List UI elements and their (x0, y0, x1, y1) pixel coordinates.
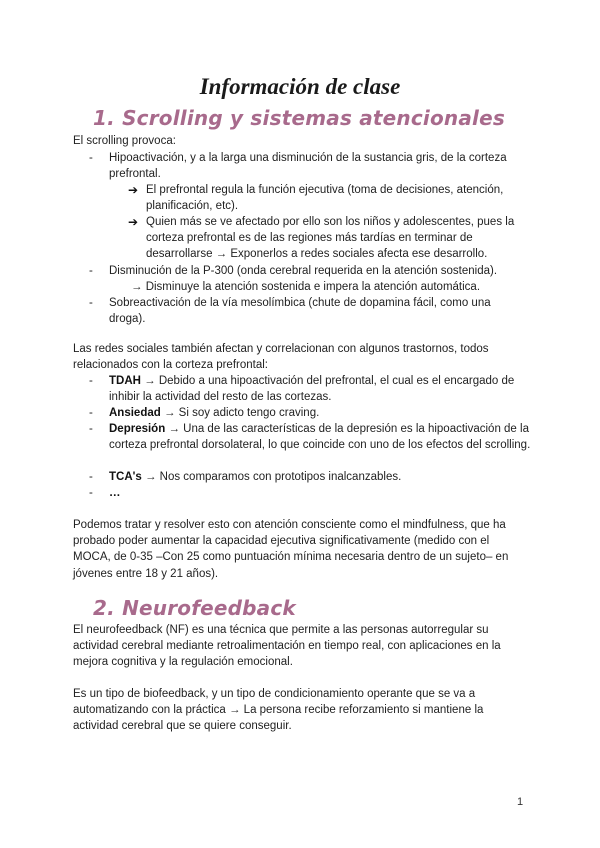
disorder-tdah: TDAH → Debido a una hipoactivación del prefrontal, el cual es el encargado de inhibir la actividad del resto de las cortezas. (109, 375, 515, 404)
paragraph-biofeedback: Es un tipo de biofeedback, y un tipo de condicionamiento operante que se va a automatizando con la práctica → La persona recibe reforzamiento si mantiene la actividad cerebral que se quiere conseguir. (73, 688, 484, 733)
arrow-bullet-icon: ➔ (128, 183, 139, 197)
arrow-bullet-icon: ➔ (128, 215, 139, 229)
disorder-depresion: Depresión → Una de las características de la depresión es la hipoactivación de la corteza prefrontal dorsolateral, lo que coincide con uno de los efectos del scrolling. (109, 423, 531, 452)
section-heading-scrolling: 1. Scrolling y sistemas atencionales (93, 106, 505, 130)
disorder-tca: TCA's → Nos comparamos con prototipos inalcanzables. (109, 471, 402, 483)
paragraph-mindfulness: Podemos tratar y resolver esto con atención consciente como el mindfulness, que ha probado poder aumentar la capacidad ejecutiva significativamente (medido con el MOCA, de 0-35 –Con 25 como puntuación mínima necesaria dentro de un sujeto– en jóvenes entre 18 y 21 años). (73, 519, 509, 580)
dash-bullet: - (89, 265, 93, 277)
bullet-p300: Disminución de la P-300 (onda cerebral requerida en la atención sostenida). (109, 265, 498, 277)
intro-text: El scrolling provoca: (73, 135, 176, 147)
disorder-ellipsis: … (109, 487, 121, 499)
sub-line-attention: → Disminuye la atención sostenida e impera la atención automática. (131, 281, 481, 293)
paragraph-neurofeedback-def: El neurofeedback (NF) es una técnica que permite a las personas autorregular su actividad cerebral mediante retroalimentación en tiempo real, con aplicaciones en la mejora cognitiva y la regulación emocional. (73, 624, 501, 669)
paragraph-disorders: Las redes sociales también afectan y correlacionan con algunos trastornos, todos relacionados con la corteza prefrontal: (73, 343, 489, 372)
bullet-mesolimbic: Sobreactivación de la vía mesolímbica (chute de dopamina fácil, como una droga). (109, 297, 491, 326)
section-heading-neurofeedback: 2. Neurofeedback (93, 596, 296, 620)
dash-bullet: - (89, 375, 93, 387)
page-title: Información de clase (199, 74, 401, 99)
disorder-ansiedad: Ansiedad → Si soy adicto tengo craving. (109, 407, 320, 419)
page-number: 1 (517, 796, 524, 808)
sub-bullet-prefrontal: El prefrontal regula la función ejecutiva (toma de decisiones, atención, planificación, etc). (146, 184, 504, 213)
bullet-hypoactivation: Hipoactivación, y a la larga una disminución de la sustancia gris, de la corteza prefrontal. (109, 152, 507, 181)
dash-bullet: - (89, 487, 93, 499)
dash-bullet: - (89, 423, 93, 435)
dash-bullet: - (89, 152, 93, 164)
sub-bullet-children: Quien más se ve afectado por ello son los niños y adolescentes, pues la corteza prefrontal es de las regiones más tardías en terminar de desarrollarse → Exponerlos a redes sociales afecta ese desarrollo. (146, 216, 515, 261)
dash-bullet: - (89, 297, 93, 309)
dash-bullet: - (89, 407, 93, 419)
dash-bullet: - (89, 471, 93, 483)
